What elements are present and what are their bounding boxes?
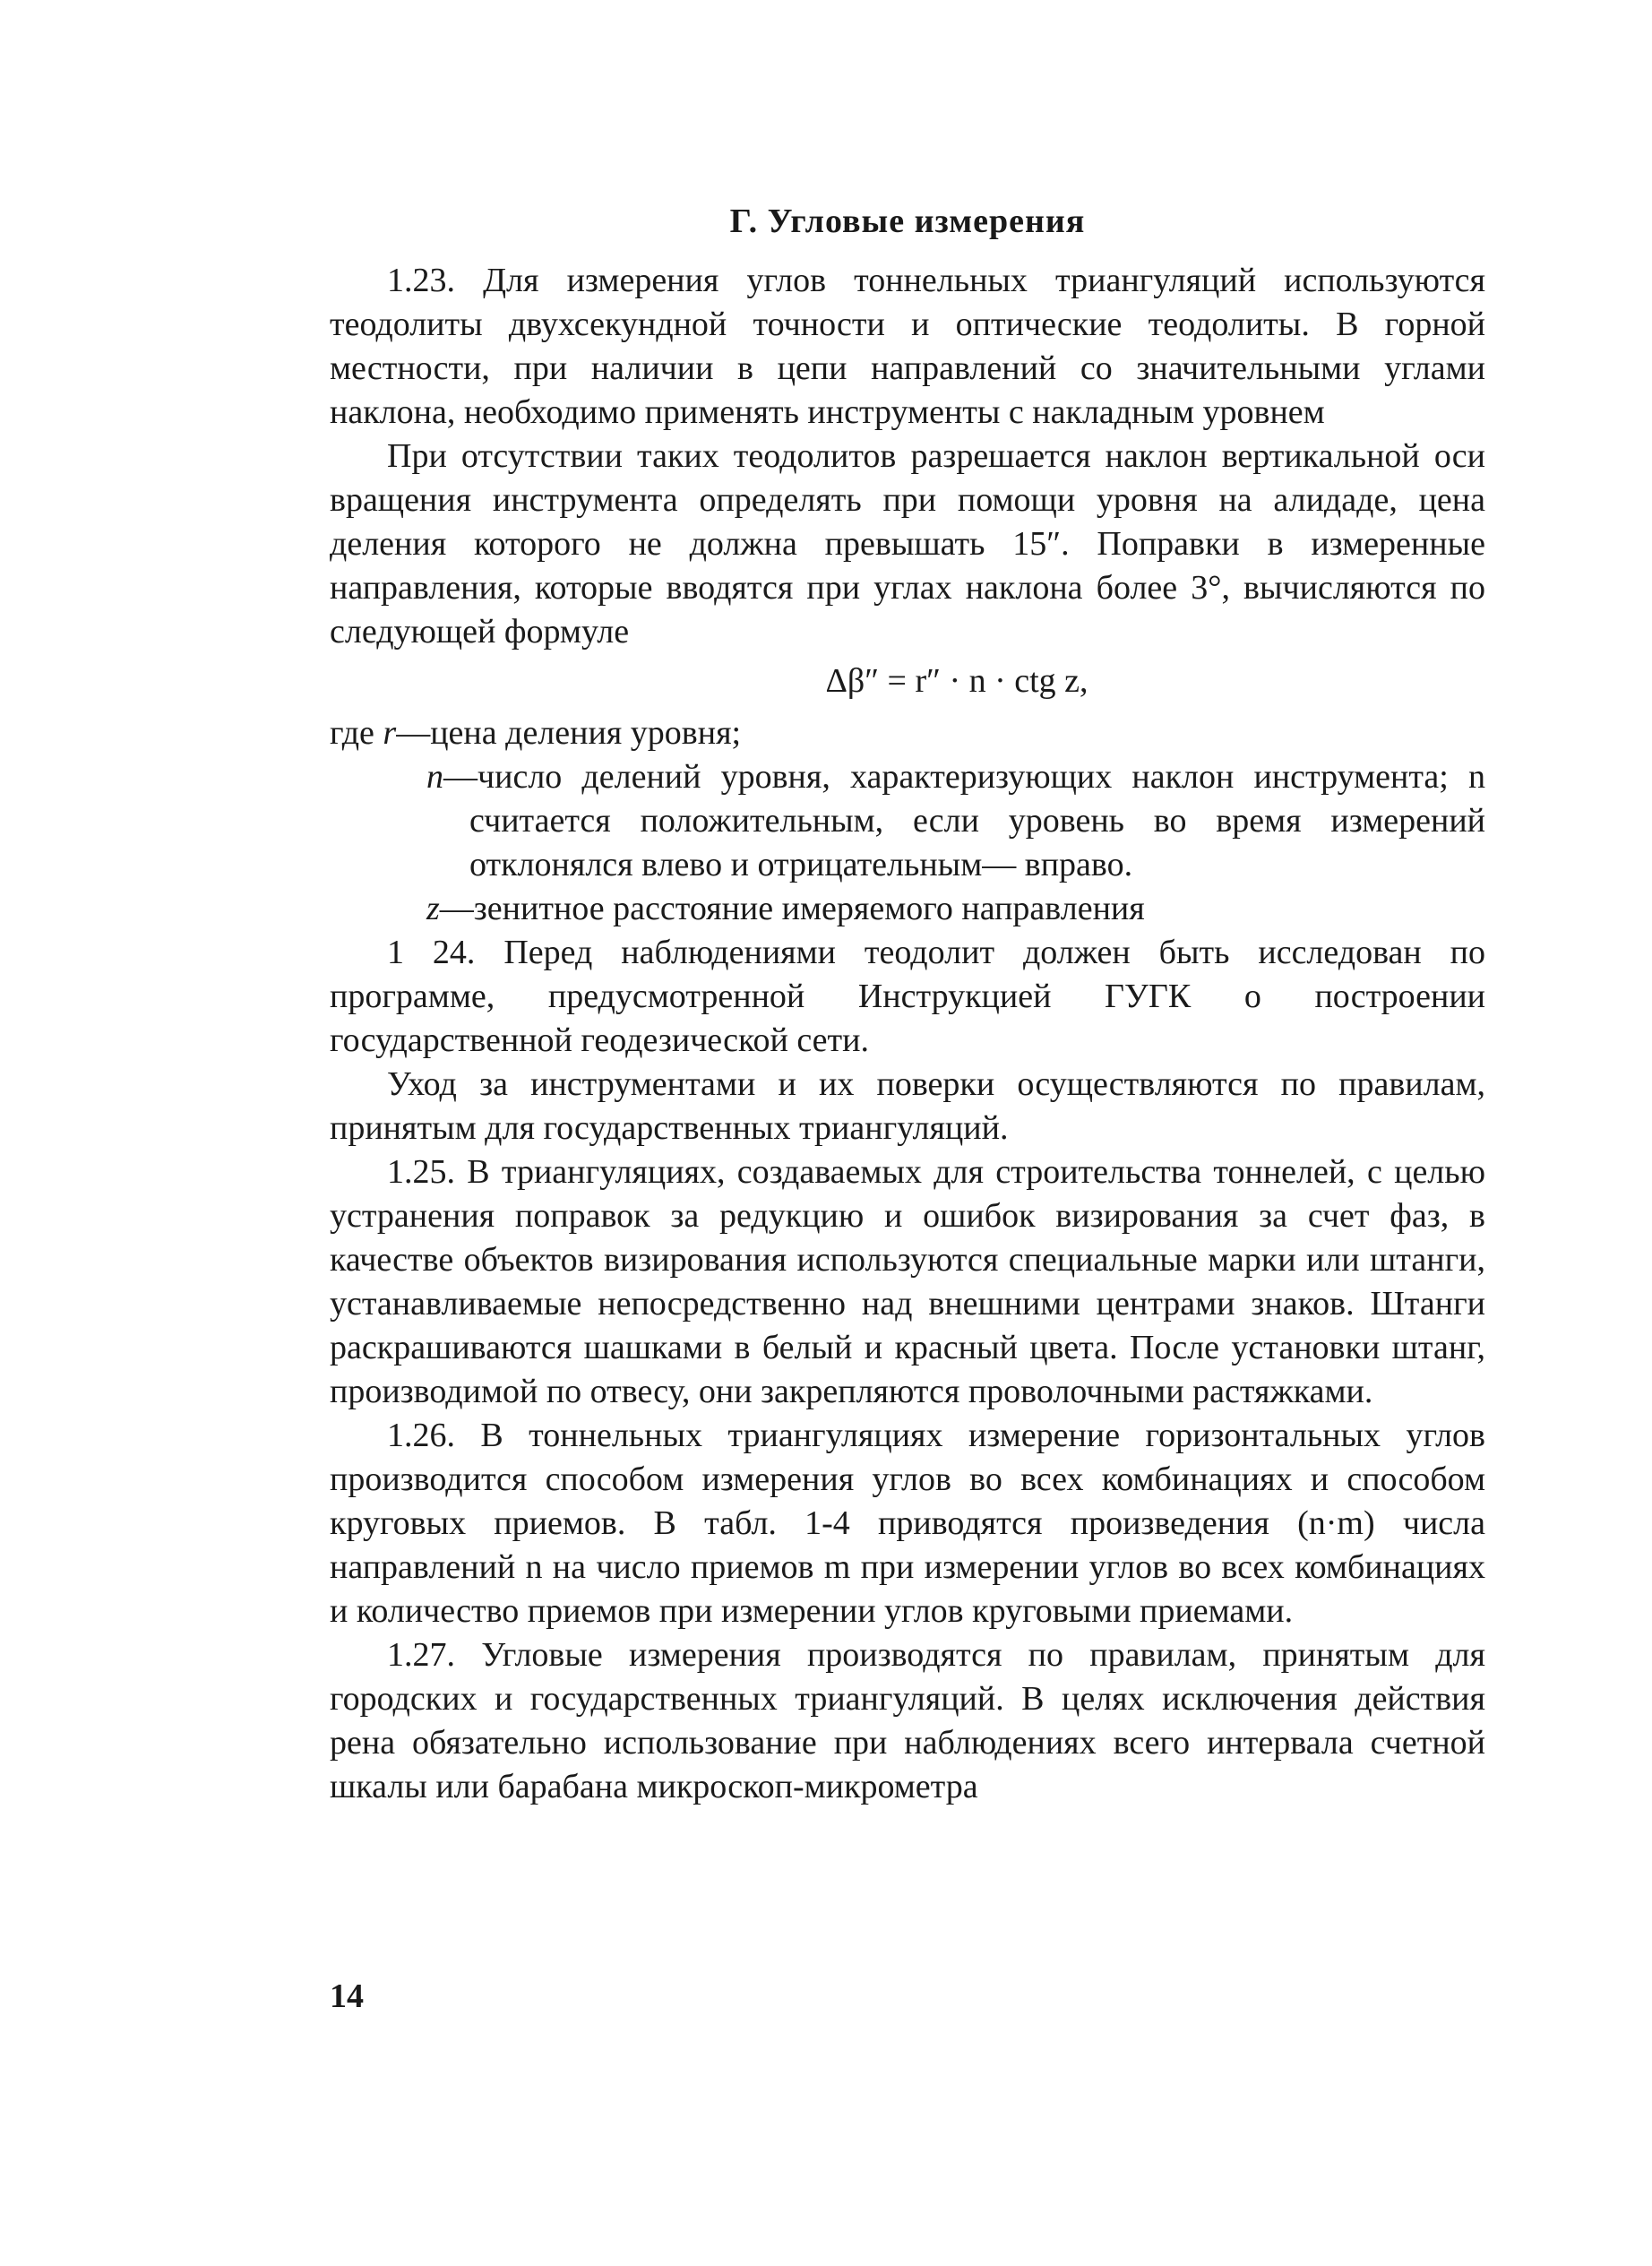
definition-var: n <box>426 758 443 796</box>
page-content <box>330 202 1485 1809</box>
page-number: 14 <box>330 1977 364 2015</box>
definition-var: z <box>426 890 440 927</box>
correction-formula: Δβ″ = r″ · n · ctg z, <box>825 662 1088 700</box>
paragraph-1-25: 1.25. В триангуляциях, создаваемых для строительства тоннелей, с целью устранения поправок за редукцию и ошибок визирования за счет фаз, в качестве объектов визирования используются специальные марки или штанги, устанавливаемые непосредственно над внешними центрами знаков. Штанги раскрашиваются шашками в белый и красный цвета. После установки штанг, производимой по отвесу, они закрепляются проволочными растяжками. <box>330 1153 1485 1410</box>
definition-text: —цена деления уровня; <box>396 714 742 752</box>
paragraph-1-23: 1.23. Для измерения углов тоннельных триангуляций используются теодолиты двухсекундной точности и оптические теодолиты. В горной местности, при наличии в цепи направлений со значительными углами наклона, необходимо применять инструменты с накладным уровнем <box>330 262 1485 431</box>
section-title: Г. Угловые измерения <box>729 202 1086 240</box>
where-word: где <box>330 714 374 752</box>
paragraph-maintenance: Уход за инструментами и их поверки осуществляются по правилам, принятым для государственных триангуляций. <box>330 1065 1485 1147</box>
definition-text: —число делений уровня, характеризующих наклон инструмента; n считается положительным, если уровень во время измерений отклонялся влево и отрицательным— вправо. <box>443 758 1485 883</box>
definition-var: r <box>383 714 397 752</box>
definition-r <box>330 711 1485 755</box>
paragraph-1-26: 1.26. В тоннельных триангуляциях измерение горизонтальных углов производится способом измерения углов во всех комбинациях и способом круговых приемов. В табл. 1-4 приводятся произведения (n·m) числа направлений n на число приемов m при измерении углов во всех комбинациях и количество приемов при измерении углов круговыми приемами. <box>330 1417 1485 1630</box>
paragraph-leveling: При отсутствии таких теодолитов разрешается наклон вертикальной оси вращения инструмента определять при помощи уровня на алидаде, цена деления которого не должна превышать 15″. Поправки в измеренные направления, которые вводятся при углах наклона более 3°, вычисляются по следующей формуле <box>330 437 1485 651</box>
paragraph-1-27: 1.27. Угловые измерения производятся по правилам, принятым для городских и государственных триангуляций. В целях исключения действия рена обязательно использование при наблюдениях всего интервала счетной шкалы или барабана микроскоп-микрометра <box>330 1636 1485 1805</box>
definition-text: —зенитное расстояние имеряемого направления <box>439 890 1145 927</box>
definition-n <box>330 755 1485 887</box>
paragraph-1-24: 1 24. Перед наблюдениями теодолит должен быть исследован по программе, предусмотренной Инструкцией ГУГК о построении государственной геодезической сети. <box>330 934 1485 1059</box>
definition-z <box>330 887 1485 931</box>
